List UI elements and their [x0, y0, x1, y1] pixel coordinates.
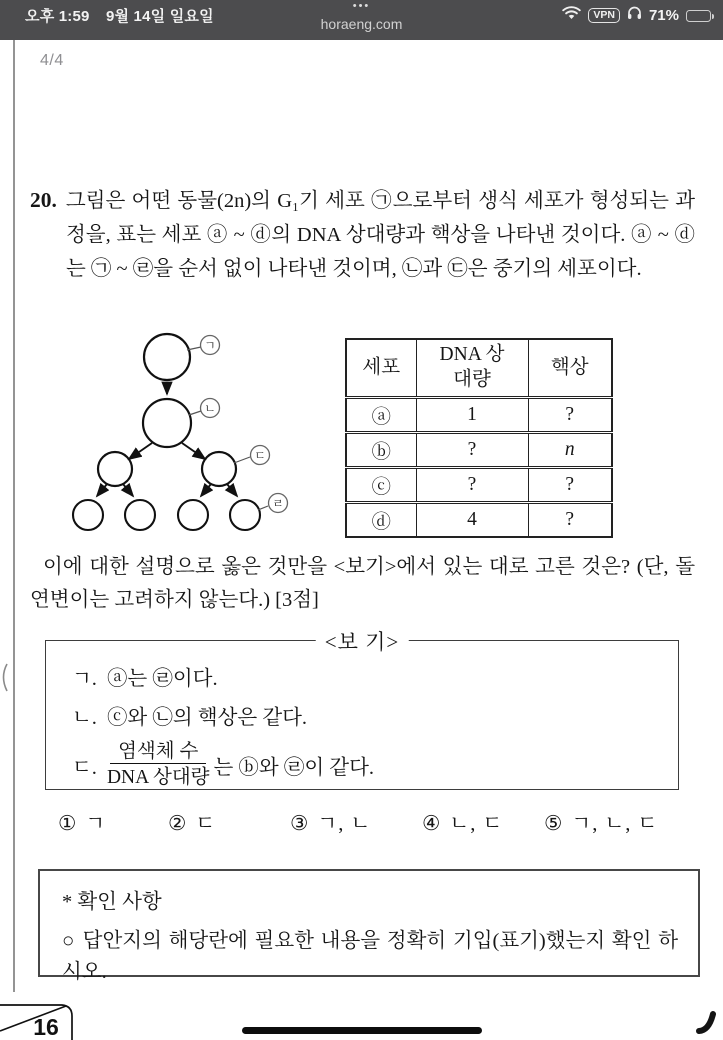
page-edge-mark: [0, 663, 9, 693]
vpn-badge: VPN: [588, 8, 620, 23]
gamete-4: [230, 500, 260, 530]
answer-choices: [30, 806, 695, 840]
cell-ploidy: ?: [528, 502, 612, 537]
wifi-icon: [562, 6, 581, 25]
multitask-dots-icon[interactable]: •••: [352, 0, 371, 12]
choice-3: [290, 806, 371, 836]
choice-text: ㄱ: [85, 813, 107, 835]
label-cell-4: ㄹ: [272, 496, 284, 511]
cell-dna: ?: [416, 467, 528, 502]
page-corner-fold: [0, 998, 90, 1040]
notice-box: [38, 869, 700, 983]
col-header-dna: DNA 상대량: [416, 339, 528, 397]
table-row: [346, 432, 612, 467]
choice-number: ⑤: [544, 813, 563, 835]
headphones-icon: [627, 6, 642, 25]
col-header-ploidy: 핵상: [528, 339, 612, 397]
notice-title: * 확인 사항: [62, 891, 162, 913]
cell-g1: [144, 334, 190, 380]
cell-id: ⓒ: [346, 467, 416, 502]
choice-5: [544, 806, 658, 836]
question-prompt: 이에 대한 설명으로 옳은 것만을 <보기>에서 있는 대로 고른 것은? (단, 돌연변이는 고려하지 않는다.) [3점]: [30, 556, 695, 611]
cell-ploidy: ?: [528, 467, 612, 502]
cell-id: ⓓ: [346, 502, 416, 537]
choice-number: ④: [422, 813, 441, 835]
choice-text: ㄷ: [195, 813, 217, 835]
choice-text: ㄱ, ㄴ: [317, 813, 372, 835]
gamete-2: [125, 500, 155, 530]
fraction-numerator: 염색체 수: [110, 741, 206, 764]
bogi-item-text: 는 ⓑ와 ㉣이 같다.: [213, 756, 375, 779]
page-edge-line: [13, 40, 15, 992]
bogi-item-text: ⓐ는 ㉣이다.: [106, 668, 218, 690]
bogi-item-label: ㄴ.: [72, 707, 97, 729]
choice-1: [58, 806, 106, 836]
cell-ploidy: ?: [528, 397, 612, 432]
fraction-denominator: DNA 상대량: [106, 767, 210, 789]
clock: 오후 1:59: [25, 8, 90, 25]
label-cell-3: ㄷ: [254, 448, 266, 463]
bogi-item-text: ⓒ와 ㉡의 핵상은 같다.: [106, 707, 308, 729]
gamete-1: [73, 500, 103, 530]
cell-meiosis2-right: [202, 452, 236, 486]
bogi-item-2: [72, 700, 668, 730]
figure: [30, 326, 695, 546]
bogi-item-3: [72, 739, 668, 791]
date: 9월 14일 일요일: [105, 8, 214, 25]
table-row: [346, 467, 612, 502]
choice-text: ㄴ, ㄷ: [449, 813, 504, 835]
url-pill[interactable]: horaeng.com: [320, 16, 403, 32]
dna-table: [345, 338, 613, 538]
choice-4: [422, 806, 503, 836]
cell-dna: ?: [416, 432, 528, 467]
bogi-item-label: ㄱ.: [72, 668, 97, 690]
choice-2: [168, 806, 216, 836]
bogi-box: [45, 630, 679, 790]
table-row: [346, 397, 612, 432]
label-cell-1: ㄱ: [204, 338, 216, 353]
question-body: 그림은 어떤 동물(2n)의 G₁기 세포 ㉠으로부터 생식 세포가 형성되는 과정을, 표는 세포 ⓐ ~ ⓓ의 DNA 상대량과 핵상을 나타낸 것이다. ⓐ ~ ⓓ는 ㉠ ~ ㉣을 순서 없이 나타낸 것이며, ㉡과 ㉢은 중기의 세포이다.: [65, 190, 695, 280]
cell-meiosis1: [143, 399, 191, 447]
question-text: [30, 183, 695, 286]
fraction: [107, 739, 210, 791]
cell-ploidy: n: [528, 432, 612, 467]
pen-mark: [694, 1006, 722, 1038]
meiosis-diagram: [50, 326, 350, 546]
choice-number: ①: [58, 813, 77, 835]
table-row: [346, 502, 612, 537]
page-indicator: 4/4: [40, 52, 64, 69]
battery-icon: [686, 10, 711, 22]
choice-text: ㄱ, ㄴ, ㄷ: [571, 813, 659, 835]
notice-text: ○ 답안지의 해당란에 필요한 내용을 정확히 기입(표기)했는지 확인 하시오.: [62, 930, 678, 983]
bogi-item-1: [72, 661, 668, 691]
footer-page-number: 16: [33, 1014, 59, 1040]
bogi-item-label: ㄷ.: [72, 756, 97, 779]
cell-dna: 4: [416, 502, 528, 537]
cell-meiosis2-left: [98, 452, 132, 486]
choice-number: ②: [168, 813, 187, 835]
status-bar: [0, 0, 723, 40]
col-header-cell: 세포: [362, 356, 401, 378]
bogi-title: <보 기>: [316, 626, 409, 656]
home-indicator[interactable]: [242, 1027, 482, 1034]
gamete-3: [178, 500, 208, 530]
cell-id: ⓑ: [346, 432, 416, 467]
choice-number: ③: [290, 813, 309, 835]
battery-percent: 71%: [648, 7, 679, 24]
cell-id: ⓐ: [346, 397, 416, 432]
question-number: 20.: [30, 188, 57, 212]
cell-dna: 1: [416, 397, 528, 432]
label-cell-2: ㄴ: [204, 401, 216, 416]
